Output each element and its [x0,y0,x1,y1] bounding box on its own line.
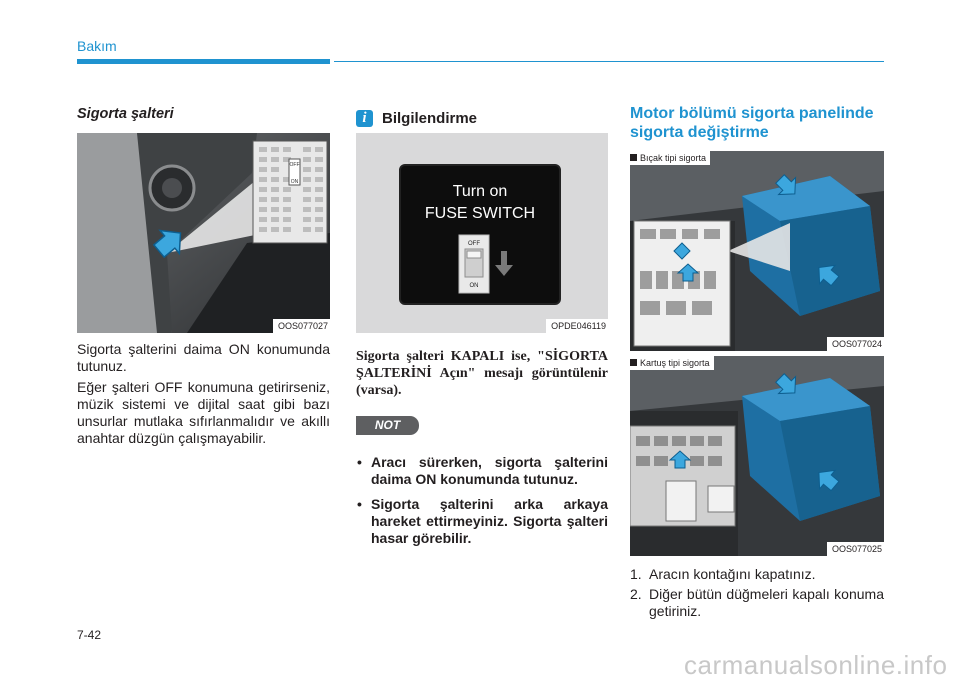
panel-off-text: OFF [289,162,300,168]
paragraph: Eğer şalteri OFF konumuna getirirseniz, müzik sistemi ve dijital saat gibi bazı unsurlar mutlaka sıfırlanmalıdır ve akıllı anahtar düzgün çalışmayabilir. [77,379,330,446]
square-icon [630,359,637,366]
list-item: 2. Diğer bütün düğmeleri kapalı konuma getiriniz. [630,586,884,619]
message-paragraph: Sigorta şalteri KAPALI ise, "SİGORTA ŞALTERİNİ Açın" mesajı görüntülenir (varsa). [356,349,608,398]
section-label: Bakım [77,38,117,54]
paragraph: Sigorta şalterini daima ON konumunda tutunuz. [77,341,330,374]
figure-code: OPDE046119 [546,319,608,333]
figure-code: OOS077025 [827,542,884,556]
watermark: carmanualsonline.info [684,650,948,680]
display-line-1: Turn on [452,183,508,200]
note-badge: NOT [356,416,419,435]
info-icon: i [356,110,373,127]
header-rule-thin [334,61,884,62]
figure-code: OOS077027 [273,319,330,333]
list-item: • Sigorta şalterini arka arkaya hareket ettirmeyiniz. Sigorta şalteri hasar görebilir. [357,496,608,546]
fuse-switch-photo [77,133,330,333]
list-item: 1. Aracın kontağını kapatınız. [630,566,816,582]
switch-off-text: OFF [468,241,480,247]
note-list [356,454,608,555]
bullet-icon: • [357,454,362,470]
header-rule-thick [77,59,330,64]
blade-fuse-photo [630,151,884,351]
page-number: 7-42 [77,628,102,642]
fuse-switch-heading: Sigorta şalteri [77,106,174,122]
figure-code: OOS077024 [827,337,884,351]
cartridge-fuse-photo [630,356,884,556]
bullet-icon: • [357,496,362,512]
engine-fuse-heading: Motor bölümü sigorta panelinde sigorta değiştirme [630,105,874,141]
steps-list [630,566,884,623]
info-heading: Bilgilendirme [382,110,478,127]
switch-on-text: ON [469,283,479,289]
cluster-message-figure [356,133,608,333]
panel-on-text: ON [290,179,299,185]
square-icon [630,154,637,161]
display-line-2: FUSE SWITCH [424,205,536,222]
list-item: • Aracı sürerken, sigorta şalterini daima ON konumunda tutunuz. [357,454,608,487]
figure-label: Kartuş tipi sigorta [630,356,714,370]
figure-label: Bıçak tipi sigorta [630,151,710,165]
